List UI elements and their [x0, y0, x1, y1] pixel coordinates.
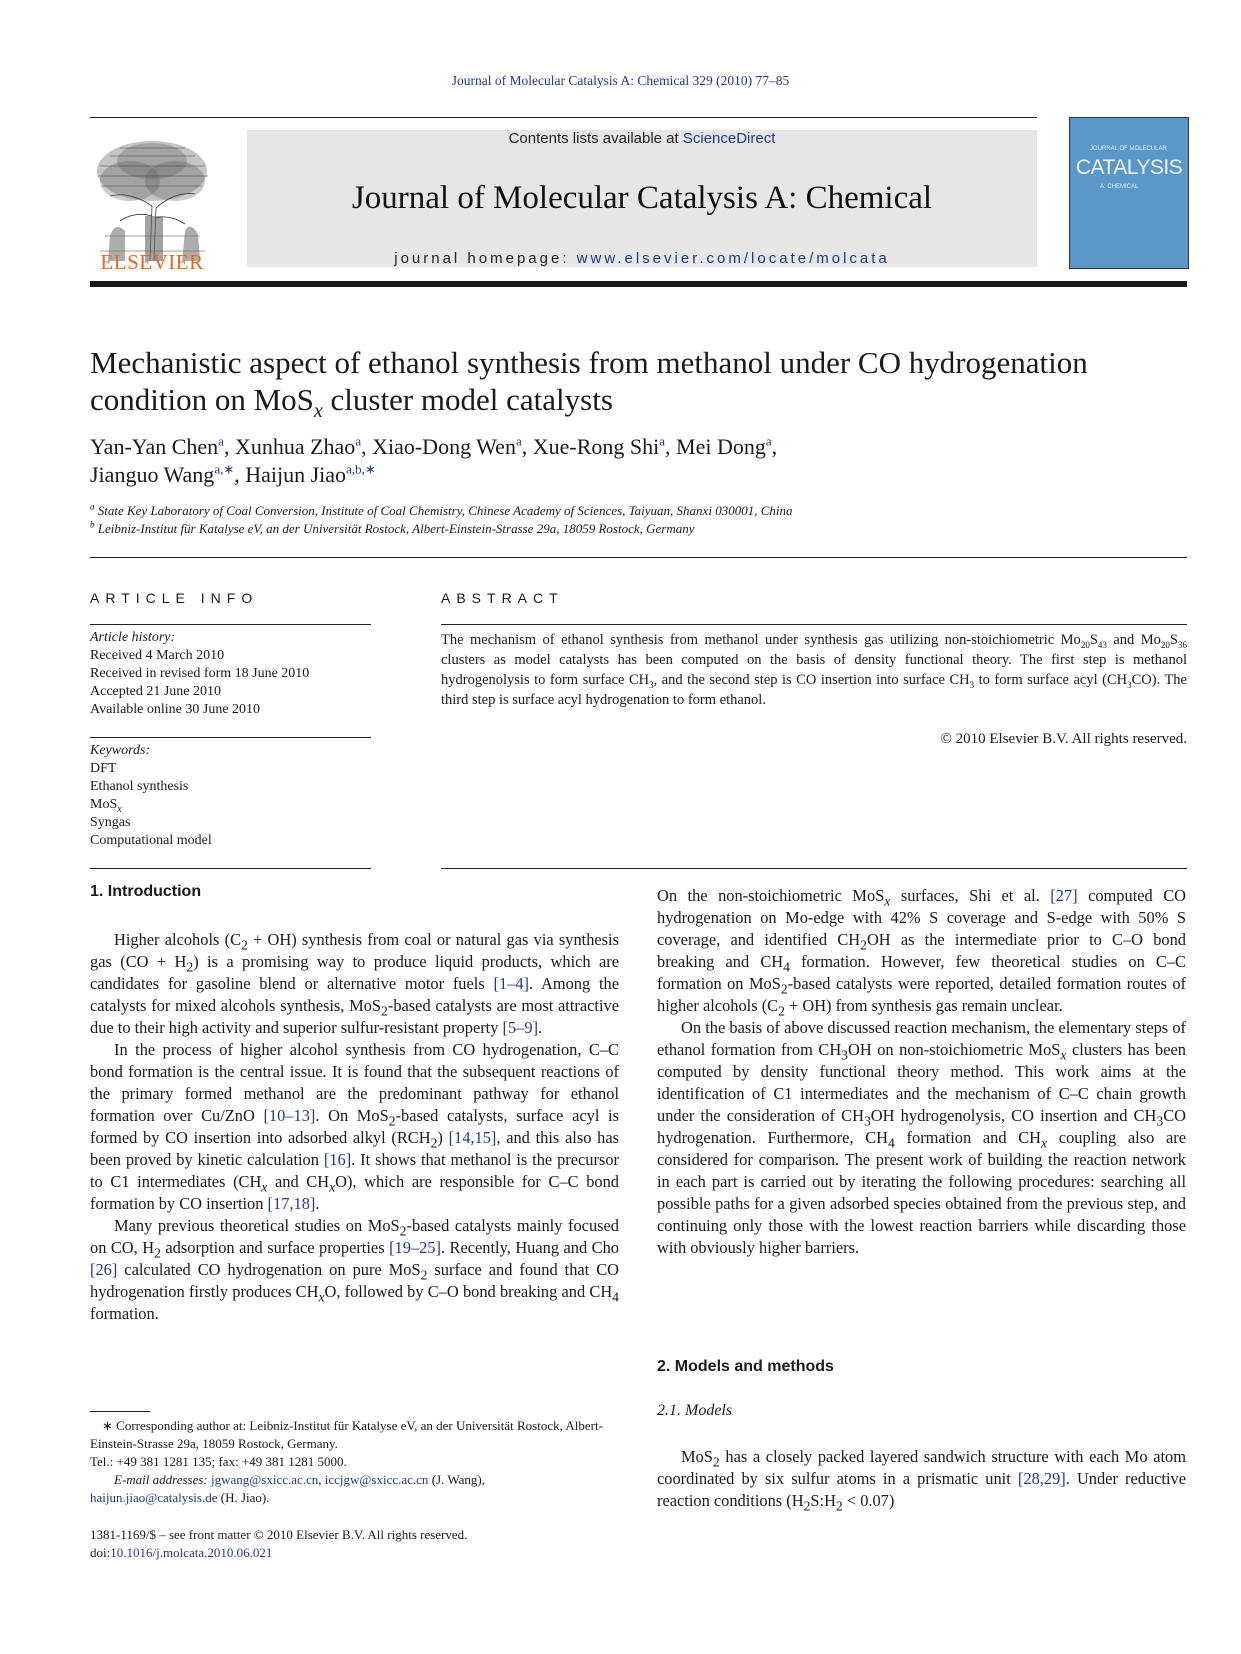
- contents-prefix: Contents lists available at: [508, 130, 683, 147]
- email-link[interactable]: haijun.jiao@catalysis.de: [90, 1490, 218, 1505]
- abstract-rule: [441, 624, 1187, 625]
- keywords: [90, 742, 212, 850]
- email-link[interactable]: iccjgw@sxicc.ac.cn: [324, 1472, 429, 1487]
- author[interactable]: Jianguo Wang: [90, 462, 215, 487]
- keywords-rule: [90, 737, 371, 738]
- author[interactable]: Xiao-Dong Wen: [372, 434, 516, 459]
- journal-citation[interactable]: Journal of Molecular Catalysis A: Chemical 329 (2010) 77–85: [451, 73, 790, 88]
- history-label: Article history:: [90, 630, 176, 645]
- author-affiliation-mark[interactable]: a: [659, 433, 666, 449]
- history-item: Accepted 21 June 2010: [90, 684, 222, 699]
- cover-title: CATALYSIS: [1075, 156, 1183, 179]
- journal-title: Journal of Molecular Catalysis A: Chemical: [351, 180, 933, 216]
- keyword: Syngas: [90, 815, 131, 830]
- cover-small-text: JOURNAL OF MOLECULAR: [1090, 146, 1167, 152]
- email-addresses-2: haijun.jiao@catalysis.de (H. Jiao).: [90, 1490, 270, 1505]
- affiliation-rule: [90, 557, 1187, 558]
- reference-link[interactable]: [28,29]: [1017, 1469, 1066, 1488]
- abstract-text: The mechanism of ethanol synthesis from methanol under synthesis gas utilizing non-stoichiometric $Mo_{20}S_{43}$ and $Mo_{20}S_{36}$ clusters as model catalysts has been computed on the basis of density functional theory. The first step is methanol hydrogenolysis to form surface $CH_3$, and the second step is CO insertion into surface $CH_3$ to form surface acyl $(CH_3CO)$. The third step is surface acyl hydrogenation to form ethanol.: [441, 632, 1187, 708]
- header-rule: [90, 281, 1187, 287]
- keyword: Computational model: [90, 833, 212, 848]
- history-item: Available online 30 June 2010: [90, 702, 261, 717]
- abstract-bottom-rule: [441, 868, 1187, 869]
- introduction-text: Higher alcohols $(C_2 + OH)$ synthesis from coal or natural gas via synthesis gas $(CO + H_2)$ is a promising way to produce liquid products, which are candidates for gasoline blend or alternative motor fuels [1–4]. Among the catalysts for mixed alcohols synthesis, MoS$_2$-based catalysts are most attractive due to their high activity and superior sulfur-resistant property [5–9]. In the process of higher alcohol synthesis from CO hydrogenation, C–C bond formation is the central issue. It is found that the subsequent reactions of the primary formed methanol are the predominant pathway for ethanol formation over Cu/ZnO [10–13]. On MoS$_2$-based catalysts, surface acyl is formed by CO insertion into adsorbed alkyl $(RCH_2)$ [14,15], and this also has been proved by kinetic calculation [16]. It shows that methanol is the precursor to C1 intermediates ($CH_x$ and $CH_xO$), which are responsible for C–C bond formation by CO insertion [17,18]. Many previous theoretical studies on MoS$_2$-based catalysts mainly focused on CO, $H_2$ adsorption and surface properties [19–25]. Recently, Huang and Cho [26] calculated CO hydrogenation on pure MoS$_2$ surface and found that CO hydrogenation firstly produces $CH_xO$, followed by C–O bond breaking and $CH_4$ formation.: [90, 930, 619, 1323]
- author-affiliation-mark[interactable]: a: [218, 433, 224, 449]
- reference-link[interactable]: [19–25]: [389, 1238, 441, 1257]
- keywords-label: Keywords:: [90, 743, 151, 758]
- author-affiliation-mark[interactable]: a: [355, 433, 362, 449]
- article-title: [90, 344, 1190, 423]
- history-item: Received 4 March 2010: [90, 648, 225, 663]
- models-text: MoS$_2$ has a closely packed layered sandwich structure with each Mo atom coordinated by six sulfur atoms in a prismatic unit [28,29]. Under reductive reaction conditions $(H_2S:H_2 < 0.07)$: [657, 1447, 1187, 1514]
- email-addresses: E-mail addresses: jgwang@sxicc.ac.cn, iccjgw@sxicc.ac.cn (J. Wang),: [114, 1472, 485, 1487]
- author-affiliation-mark[interactable]: a: [765, 433, 772, 449]
- doi-link[interactable]: 10.1016/j.molcata.2010.06.021: [110, 1545, 273, 1560]
- article-info-bottom-rule: [90, 868, 371, 869]
- keyword: MoS$_x$: [90, 797, 122, 815]
- keyword: Ethanol synthesis: [90, 779, 189, 794]
- reference-link[interactable]: [1–4]: [493, 974, 530, 993]
- title-line-1: Mechanistic aspect of ethanol synthesis from methanol under CO hydrogenation: [90, 345, 1088, 380]
- author-affiliation-mark[interactable]: a: [515, 433, 522, 449]
- affiliation-b: $^b$ Leibniz-Institut für Katalyse eV, an der Universität Rostock, Albert-Einstein-Strasse 29a, 18059 Rostock, Germany: [90, 519, 695, 536]
- author-affiliation-mark[interactable]: a,∗: [214, 461, 235, 477]
- cover-subtext: A: CHEMICAL: [1100, 184, 1139, 190]
- affiliation-a: $^a$ State Key Laboratory of Coal Conversion, Institute of Coal Chemistry, Chinese Academy of Sciences, Taiyuan, Shanxi 030001, China: [90, 501, 793, 518]
- reference-link[interactable]: [17,18]: [267, 1194, 316, 1213]
- author[interactable]: Yan-Yan Chen: [90, 434, 219, 459]
- reference-link[interactable]: [27]: [1050, 886, 1078, 905]
- corresponding-author: ∗ Corresponding author at: Leibniz-Institut für Katalyse eV, an der Universität Rostock, Albert-Einstein-Strasse 29a, 18059 Rostock, Germany.: [90, 1418, 603, 1451]
- journal-cover-image[interactable]: [1069, 117, 1189, 269]
- sciencedirect-link[interactable]: ScienceDirect: [682, 130, 776, 147]
- elsevier-wordmark: ELSEVIER: [100, 250, 204, 274]
- issn-line: 1381-1169/$ – see front matter © 2010 Elsevier B.V. All rights reserved.: [90, 1527, 468, 1542]
- contents-line: [247, 130, 1037, 147]
- reference-link[interactable]: [26]: [90, 1260, 118, 1279]
- section-heading-models-methods: 2. Models and methods: [657, 1358, 834, 1375]
- homepage-prefix: journal homepage:: [394, 250, 577, 267]
- author[interactable]: Xunhua Zhao: [234, 434, 356, 459]
- reference-link[interactable]: [16]: [323, 1150, 352, 1169]
- corresponding-author-footnote: [90, 1417, 619, 1507]
- top-rule: [90, 117, 1037, 118]
- email-link[interactable]: jgwang@sxicc.ac.cn: [211, 1472, 319, 1487]
- article-history: [90, 629, 309, 719]
- issn-doi: [90, 1526, 690, 1562]
- author[interactable]: Mei Dong: [676, 434, 766, 459]
- author[interactable]: Haijun Jiao: [245, 462, 347, 487]
- abstract-copyright: © 2010 Elsevier B.V. All rights reserved.: [940, 731, 1187, 747]
- introduction-text-continued: On the non-stoichiometric MoS$_x$ surfaces, Shi et al. [27] computed CO hydrogenation on Mo-edge with 42% S coverage and S-edge with 50% S coverage, and identified $CH_2OH$ as the intermediate prior to C–O bond breaking and $CH_4$ formation. However, few theoretical studies on C–C formation on MoS$_2$-based catalysts were reported, detailed formation routes of higher alcohols $(C_2 + OH)$ from synthesis gas remain unclear. On the basis of above discussed reaction mechanism, the elementary steps of ethanol formation from $CH_3OH$ on non-stoichiometric MoS$_x$ clusters has been computed by density functional theory method. This work aims at the identification of C1 intermediates and the mechanism of C–C chain growth under the consideration of $CH_3OH$ hydrogenolysis, CO insertion and $CH_3CO$ hydrogenation. Furthermore, $CH_4$ formation and $CH_x$ coupling also are considered for comparison. The present work of building the reaction network in each part is carried out by iterating the following procedures: searching all possible paths for a given adsorbed species obtained from the previous step, and continuing only those with the lowest reaction barriers while discarding those with obviously higher barriers.: [657, 886, 1186, 1257]
- author-list: Yan-Yan Chen$^a$, Xunhua Zhao$^a$, Xiao-Dong Wen$^a$, Xue-Rong Shi$^a$, Mei Dong$^a$, Jianguo Wang$^{a,∗}$, Haijun Jiao$^{a,b,∗}$: [90, 433, 778, 487]
- keyword: DFT: [90, 761, 117, 776]
- doi-line: doi:10.1016/j.molcata.2010.06.021: [90, 1545, 273, 1560]
- subsection-heading-models: 2.1. Models: [657, 1402, 733, 1419]
- affiliations: [90, 502, 1190, 538]
- history-item: Received in revised form 18 June 2010: [90, 666, 310, 681]
- reference-link[interactable]: [5–9]: [502, 1018, 539, 1037]
- phone-fax: Tel.: +49 381 1281 135; fax: +49 381 1281 5000.: [90, 1454, 347, 1469]
- title-line-2: condition on MoS$_x$ cluster model catalysts: [90, 382, 613, 423]
- homepage-link[interactable]: www.elsevier.com/locate/molcata: [576, 250, 890, 267]
- author[interactable]: Xue-Rong Shi: [532, 434, 660, 459]
- reference-link[interactable]: [14,15]: [448, 1128, 497, 1147]
- abstract-heading: ABSTRACT: [441, 590, 564, 606]
- article-info-heading: ARTICLE INFO: [90, 590, 259, 606]
- reference-link[interactable]: [10–13]: [263, 1106, 316, 1125]
- footnote-rule: [90, 1411, 150, 1412]
- journal-homepage: [247, 250, 1037, 267]
- article-info-rule: [90, 624, 371, 625]
- section-heading-introduction: 1. Introduction: [90, 883, 202, 900]
- author-affiliation-mark[interactable]: a,b,∗: [346, 461, 376, 477]
- journal-banner: [247, 130, 1037, 267]
